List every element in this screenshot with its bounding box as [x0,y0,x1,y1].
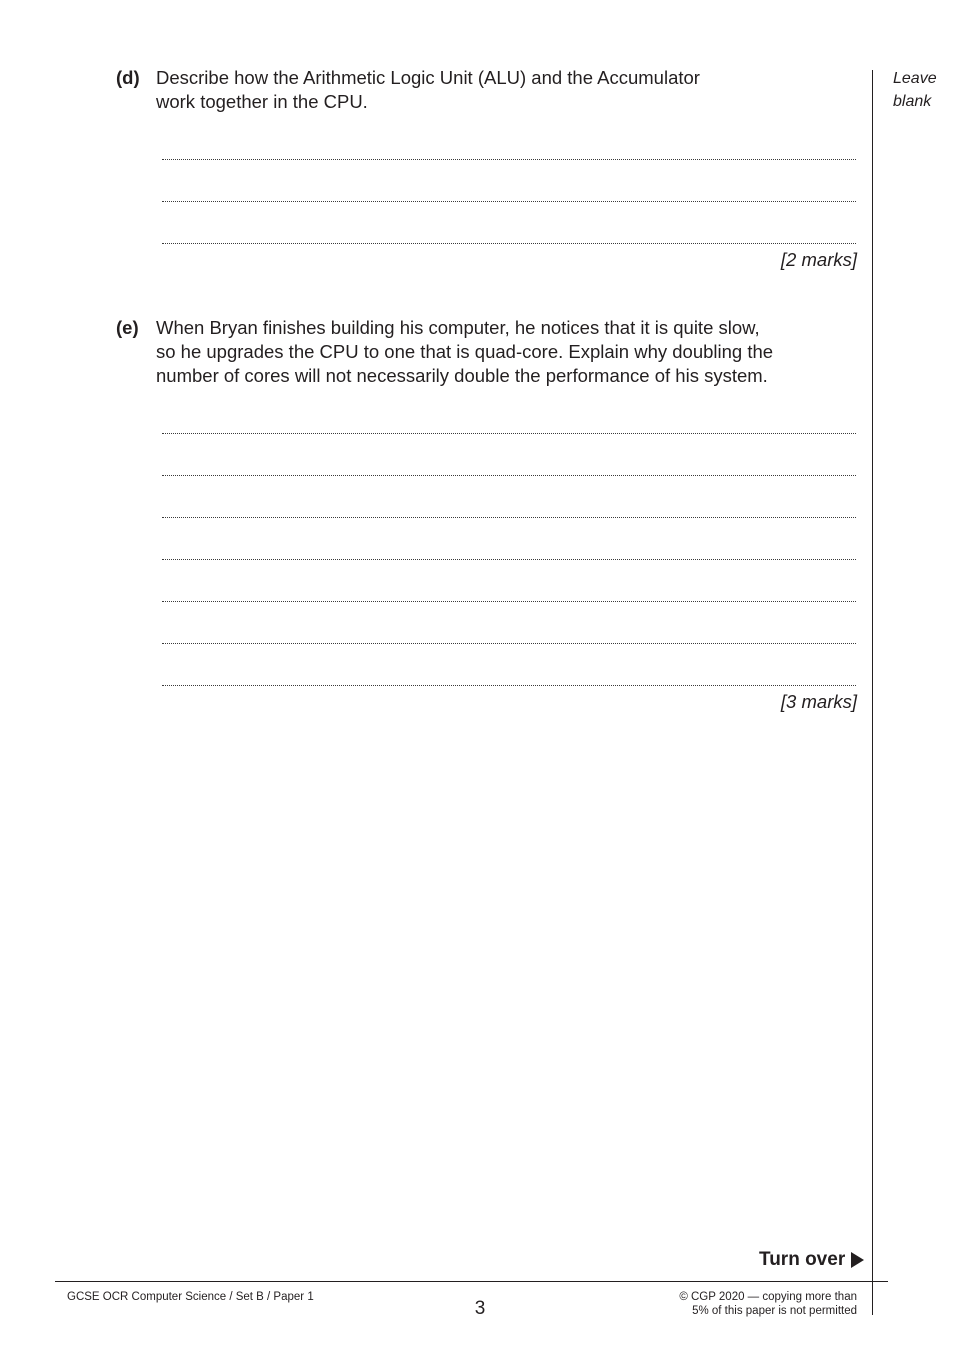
question-e-text-line: so he upgrades the CPU to one that is quad-core. Explain why doubling the [156,341,774,362]
play-arrow-icon [851,1252,864,1268]
answer-line-e-4[interactable] [162,557,856,560]
question-d-text-line: Describe how the Arithmetic Logic Unit (ALU) and the Accumulator [156,67,700,88]
answer-line-d-2[interactable] [162,199,856,202]
answer-line-e-1[interactable] [162,431,856,434]
copyright-line1: © CGP 2020 — copying more than [679,1291,857,1303]
question-e-text-line: number of cores will not necessarily double the performance of his system. [156,365,768,386]
footer-rule [55,1281,888,1282]
turn-over [759,1249,864,1271]
question-e-text-line: When Bryan finishes building his computer, he notices that it is quite slow, [156,317,760,338]
answer-line-e-5[interactable] [162,599,856,602]
margin-rule [872,70,873,1315]
question-d-text-line: work together in the CPU. [156,91,368,112]
answer-line-d-1[interactable] [162,157,856,160]
copyright-line2: 5% of this paper is not permitted [692,1305,857,1317]
leave-blank-note [893,67,953,113]
answer-line-d-3[interactable] [162,241,856,244]
leave-blank-line2: blank [893,93,932,110]
turn-over-label: Turn over [759,1249,846,1270]
answer-line-e-3[interactable] [162,515,856,518]
paper-name: GCSE OCR Computer Science / Set B / Paper 1 [67,1291,314,1303]
leave-blank-line1: Leave [893,70,937,87]
question-d-marks: [2 marks] [780,249,857,270]
question-d-label: (d) [116,67,140,88]
page-number: 3 [474,1298,486,1319]
answer-line-e-7[interactable] [162,683,856,686]
answer-line-e-6[interactable] [162,641,856,644]
question-e-label: (e) [116,317,139,338]
question-e-text [156,316,826,388]
copyright-notice [679,1290,857,1318]
answer-line-e-2[interactable] [162,473,856,476]
question-d-text [156,66,826,114]
question-e-marks: [3 marks] [780,691,857,712]
